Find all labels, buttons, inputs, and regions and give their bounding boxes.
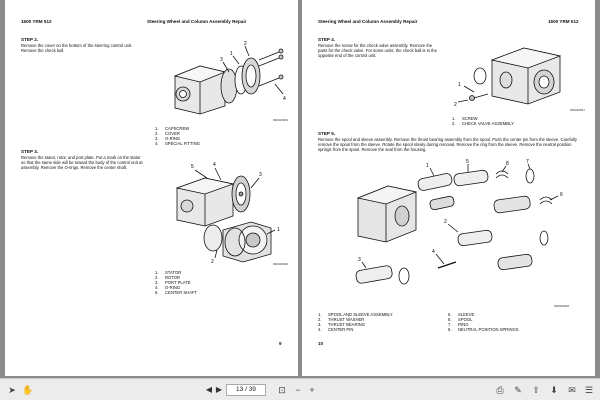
figure-spool-sleeve: [318, 158, 584, 308]
fig1-callout-2: 2: [244, 41, 247, 47]
fig4-legend-col1: [318, 312, 393, 332]
header-section-title: Steering Wheel and Column Assembly Repair: [318, 19, 418, 24]
page-number-input[interactable]: 13 / 39: [226, 384, 266, 396]
legend-item: 1. SPOOL AND SLEEVE ASSEMBLY: [318, 312, 393, 317]
step-3-text: Remove the stator, rotor, and port plate. Put a mark on the stator so that the same side will be toward the body of the control unit at assembly. Remove the O-rings. Remove the center shaft.: [21, 155, 143, 171]
share-icon[interactable]: ⇪: [532, 385, 540, 395]
zoom-in-icon[interactable]: +: [309, 385, 315, 395]
legend-item: 4. SPECIAL FITTING: [155, 141, 200, 147]
fig4-callout-1: 1: [426, 163, 429, 169]
legend-item: 3. THRUST BEARING: [318, 322, 365, 328]
legend-item: 1. STATOR: [155, 270, 182, 275]
previous-page-button[interactable]: ◀: [205, 385, 213, 394]
fig1-callout-1: 1: [230, 51, 233, 57]
fig3-code: IM0026847: [570, 108, 586, 112]
fig2-legend: [155, 270, 197, 295]
cursor-tool-icon[interactable]: ➤: [8, 385, 16, 395]
fig2-callout-5: 5: [191, 164, 194, 170]
legend-item: 1. SCREW: [452, 116, 478, 121]
fig4-legend-col2: [448, 312, 519, 332]
legend-item: 3. PORT PLATE: [155, 280, 191, 286]
save-icon[interactable]: ⬇: [550, 385, 558, 395]
fig2-callout-1: 1: [277, 227, 280, 233]
header-model: 1600 YRM 512: [21, 19, 52, 24]
fig4-callout-2: 2: [444, 219, 447, 225]
viewer-toolbar: [0, 378, 600, 400]
fig4-callout-7: 7: [526, 159, 529, 165]
page-number: 9: [279, 341, 282, 346]
fig1-callout-3: 3: [220, 57, 223, 63]
legend-item: 5. SLEEVE: [448, 312, 475, 317]
step-5-title: STEP 5.: [318, 131, 336, 136]
step-2-title: STEP 2.: [21, 37, 39, 42]
fig4-callout-5: 5: [466, 159, 469, 165]
menu-icon[interactable]: ☰: [584, 385, 594, 395]
hand-tool-icon[interactable]: ✋: [22, 385, 34, 395]
header-model: 1600 YRM 512: [548, 19, 579, 24]
header-section-title: Steering Wheel and Column Assembly Repair: [147, 19, 247, 24]
figure-check-valve: [452, 36, 592, 116]
fig2-callout-4: 4: [213, 162, 216, 168]
fig2-callout-3: 3: [259, 172, 262, 178]
fig4-callout-3: 3: [358, 257, 361, 263]
figure-stator-rotor: [155, 158, 295, 264]
fig4-callout-8: 8: [506, 161, 509, 167]
page-number: 10: [318, 341, 324, 346]
page-9: [5, 0, 298, 376]
page-10: [302, 0, 595, 376]
fig4-callout-6: 6: [560, 192, 563, 198]
fit-page-icon[interactable]: ⊡: [278, 385, 286, 395]
fig3-callout-2: 2: [454, 102, 457, 108]
legend-item: 2. ROTOR: [155, 275, 181, 281]
fig2-code: IM0026846: [273, 262, 289, 266]
legend-item: 2. COVER: [155, 131, 180, 137]
legend-item: 8. NEUTRAL POSITION SPRINGS: [448, 327, 519, 333]
fig1-code: IM0026843: [273, 118, 289, 122]
email-icon[interactable]: ✉: [568, 385, 576, 395]
legend-item: 4. O-RING: [155, 285, 181, 291]
legend-item: 7. RING: [448, 322, 469, 328]
fig4-code: IM0026848: [554, 304, 570, 308]
step-2-text: Remove the cover on the bottom of the steering control unit. Remove the check ball.: [21, 43, 133, 54]
fig3-legend: [452, 116, 514, 126]
legend-item: 3. O-RING: [155, 136, 181, 142]
legend-item: 1. CAPSCREW: [155, 126, 190, 131]
step-4-text: Remove the screw for the check valve assembly. Remove the parts for the check valve. For some units, the check ball is in the opposite end of the control unit.: [318, 43, 437, 59]
fig4-callout-4: 4: [432, 249, 435, 255]
fig2-callout-2: 2: [211, 259, 214, 264]
legend-item: 2. THRUST WASHER: [318, 317, 365, 323]
comment-icon[interactable]: ✎: [514, 385, 522, 395]
fig3-callout-1: 1: [458, 82, 461, 88]
step-3-title: STEP 3.: [21, 149, 39, 154]
zoom-out-icon[interactable]: −: [295, 385, 301, 395]
next-page-button[interactable]: ▶: [215, 385, 223, 394]
figure-control-unit-cover: [155, 36, 295, 124]
legend-item: 6. SPOOL: [448, 317, 473, 323]
fig1-callout-4: 4: [283, 96, 286, 102]
fig1-legend: [155, 126, 200, 146]
legend-item: 5. CENTER SHAFT: [155, 290, 198, 296]
legend-item: 2. CHECK VALVE ASSEMBLY: [452, 121, 514, 127]
step-5-text: Remove the spool and sleeve assembly. Remove the thrust bearing assembly from the spool. Push the center pin from the sleeve. Carefully remove the spool from the sleeve. Rotate the spool slowly during removal. Remove the ring from the sleeve. Remove the neutral position springs from the spool. Remove the seal from the housing.: [318, 137, 577, 153]
legend-item: 4. CENTER PIN: [318, 327, 354, 333]
print-icon[interactable]: ⎙: [496, 385, 504, 395]
step-4-title: STEP 4.: [318, 37, 336, 42]
